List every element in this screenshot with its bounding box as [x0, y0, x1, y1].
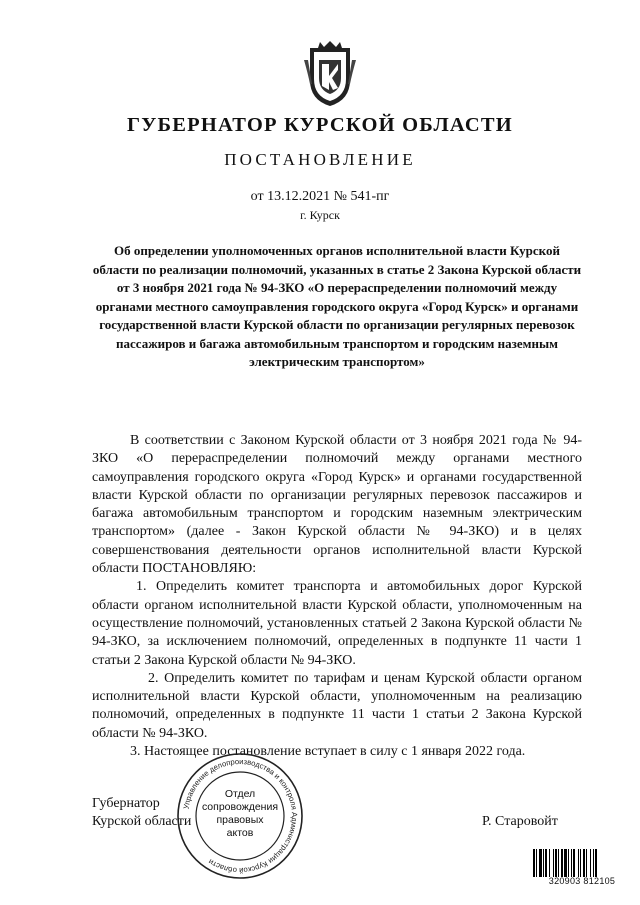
barcode-bar [555, 849, 557, 877]
document-date-number: от 13.12.2021 № 541-пг [250, 189, 390, 204]
barcode-bar [590, 849, 591, 877]
signatory-position-line1: Губернатор [92, 796, 160, 811]
barcode-bar [558, 849, 559, 877]
clause-1: 1. Определить комитет транспорта и автомобильных дорог Курской области органом исполнительной власти Курской области, уполномоченным на осуществление полномочий, установленных статьей 2 Закона Курской области № 94-ЗКО, за исключением полномочий, определенных в подпункте 11 части 1 статьи 2 Закона Курской области № 94-ЗКО. [92, 579, 582, 668]
barcode-bar [595, 849, 597, 877]
preamble-paragraph: В соответствии с Законом Курской области от 3 ноября 2021 года № 94-ЗКО «О перераспределении полномочий между органами местного самоуправления городского округа «Город Курск» и органами государственной власти Курской области по организации регулярных перевозок пассажиров и багажа автомобильным транспортом и городским наземным электрическим транспортом» (далее - Закон Курской области № 94-ЗКО) и в целях совершенствования деятельности органов исполнительной власти Курской области ПОСТАНОВЛЯЮ: [92, 433, 582, 577]
document-body [92, 432, 582, 761]
barcode-bar [543, 849, 544, 877]
barcode [532, 849, 632, 877]
barcode-number: 320903 812105 [548, 876, 616, 886]
document-title: Об определении уполномоченных органов исполнительной власти Курской области по реализации полномочий, указанных в статье 2 Закона Курской области от 3 ноября 2021 года № 94-ЗКО «О перераспределении полномочий между органами местного самоуправления городского округа «Город Курск» и органами государственной власти Курской области по организации регулярных перевозок пассажиров и багажа автомобильным транспортом и городским наземным электрическим транспортом» [92, 243, 582, 369]
stamp-line-1: Отдел [224, 788, 256, 800]
barcode-bar [549, 849, 550, 877]
stamp-line-2: сопровождения [201, 801, 279, 813]
signatory-name: Р. Старовойт [482, 814, 558, 829]
barcode-bar [578, 849, 579, 877]
authority-heading: ГУБЕРНАТОР КУРСКОЙ ОБЛАСТИ [127, 114, 513, 136]
stamp-center-text [196, 788, 284, 840]
signatory-position-line2: Курской области [92, 814, 192, 829]
coat-of-arms-emblem [302, 40, 358, 108]
barcode-bar [568, 849, 569, 877]
barcode-bar [580, 849, 581, 877]
barcode-bar [586, 849, 587, 877]
barcode-bar [533, 849, 535, 877]
barcode-bar [553, 849, 554, 877]
document-type: ПОСТАНОВЛЕНИЕ [224, 150, 416, 169]
stamp-line-3: правовых [216, 814, 264, 826]
barcode-bar [536, 849, 537, 877]
stamp-line-4: актов [226, 827, 254, 839]
barcode-bar [583, 849, 585, 877]
barcode-bar [573, 849, 575, 877]
clause-3: 3. Настоящее постановление вступает в силу с 1 января 2022 года. [130, 744, 526, 760]
stamp-ring-text: Управление делопроизводства и контроля Администрации Курской области [181, 756, 300, 876]
document-city: г. Курск [300, 208, 340, 222]
barcode-bar [564, 849, 567, 877]
barcode-bar [593, 849, 594, 877]
clause-2: 2. Определить комитет по тарифам и ценам Курской области органом исполнительной власти Курской области, уполномоченным на реализацию полномочий, определенных в подпункте 11 части 1 статьи 2 Закона Курской области № 94-ЗКО. [92, 670, 582, 741]
barcode-bar [539, 849, 542, 877]
barcode-bar [545, 849, 547, 877]
barcode-bar [571, 849, 572, 877]
barcode-bar [561, 849, 563, 877]
